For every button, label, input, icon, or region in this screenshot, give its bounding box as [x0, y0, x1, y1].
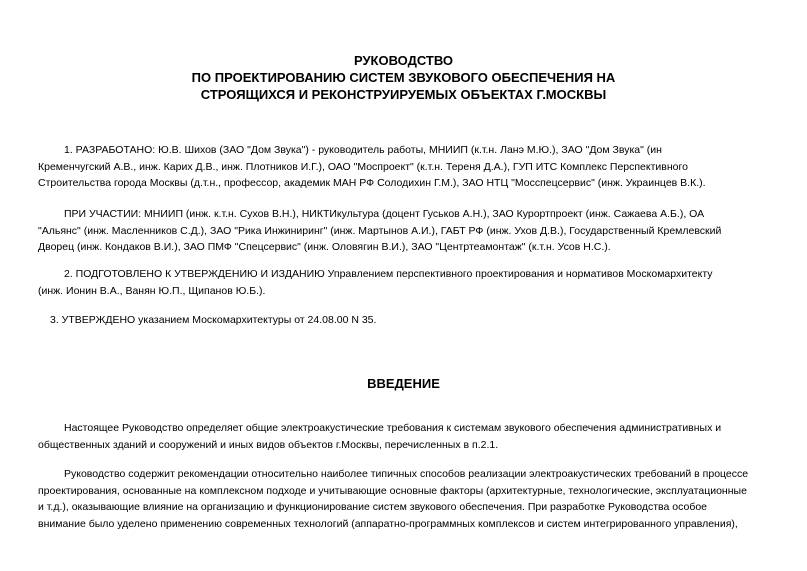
text-line: (инж. Ионин В.А., Ванян Ю.П., Щипанов Ю.Б.). [38, 284, 266, 297]
title-line: ПО ПРОЕКТИРОВАНИЮ СИСТЕМ ЗВУКОВОГО ОБЕСПЕЧЕНИЯ НА [191, 70, 616, 85]
text-line: 1. РАЗРАБОТАНО: Ю.В. Шихов (ЗАО "Дом Звука") - руководитель работы, МНИИП (к.т.н. Ланэ М.Ю.), ЗАО "Дом Звука" (ин [64, 144, 662, 156]
developed-by-paragraph [38, 142, 807, 192]
approved-paragraph [38, 312, 807, 329]
title-line: РУКОВОДСТВО [353, 53, 454, 68]
text-line: Дворец (инж. Кондаков В.И.), ЗАО ПМФ "Спецсервис" (инж. Оловягин В.И.), ЗАО "Центртеамонтаж" (к.т.н. Усов Н.С.). [38, 241, 611, 253]
prepared-paragraph [38, 266, 807, 299]
text-line: проектирования, основанные на комплексном подходе и учитывающие основные факторы (архитектурные, технологические, эксплуатационные [38, 484, 747, 497]
text-line: 2. ПОДГОТОВЛЕНО К УТВЕРЖДЕНИЮ И ИЗДАНИЮ Управлением перспективного проектирования и нормативов Москомархитекту [64, 268, 713, 280]
text-line: Кременчугский А.В., инж. Карих Д.В., инж. Плотников И.Г.), ОАО "Моспроект" (к.т.н. Тереня Д.А.), ГУП ИТС Комплекс Перспективного [38, 160, 688, 173]
text-line: 3. УТВЕРЖДЕНО указанием Москомархитектуры от 24.08.00 N 35. [50, 314, 377, 326]
text-line: "Альянс" (инж. Масленников С.Д.), ЗАО "Рика Инжиниринг" (инж. Мартынов А.И.), ГАБТ РФ (инж. Ухов Д.В.), Государственный Кремлевский [38, 224, 722, 237]
text-line: и т.д.), оказывающие влияние на организацию и функционирование систем звукового обеспечения. При разработке Руководства особое [38, 501, 708, 513]
document-title [0, 52, 807, 103]
text-line: Настоящее Руководство определяет общие электроакустические требования к системам звукового обеспечения административных и [64, 422, 722, 434]
intro-paragraph-2 [38, 466, 807, 532]
text-line: Руководство содержит рекомендации относительно наиболее типичных способов реализации электроакустических требований в процессе [64, 468, 749, 480]
title-line: СТРОЯЩИХСЯ И РЕКОНСТРУИРУЕМЫХ ОБЪЕКТАХ Г.МОСКВЫ [200, 87, 607, 102]
text-line: ПРИ УЧАСТИИ: МНИИП (инж. к.т.н. Сухов В.Н.), НИКТИкультура (доцент Гуськов А.Н.), ЗАО Курортпроект (инж. Сажаева А.Б.), ОА [64, 208, 705, 220]
intro-paragraph-1 [38, 420, 807, 453]
text-line: общественных зданий и сооружений и иных видов объектов г.Москвы, перечисленных в п.2.1. [38, 438, 499, 451]
participants-paragraph [38, 206, 807, 256]
section-heading: ВВЕДЕНИЕ [367, 376, 440, 391]
text-line: внимание было уделено применению современных технологий (аппаратно-программных комплексов и систем интегрированного управления), [38, 517, 738, 530]
text-line: Строительства города Москвы (д.т.н., профессор, академик МАН РФ Солодихин Г.М.), ЗАО НТЦ "Мосспецсервис" (инж. Украинцев В.К.). [38, 177, 706, 189]
